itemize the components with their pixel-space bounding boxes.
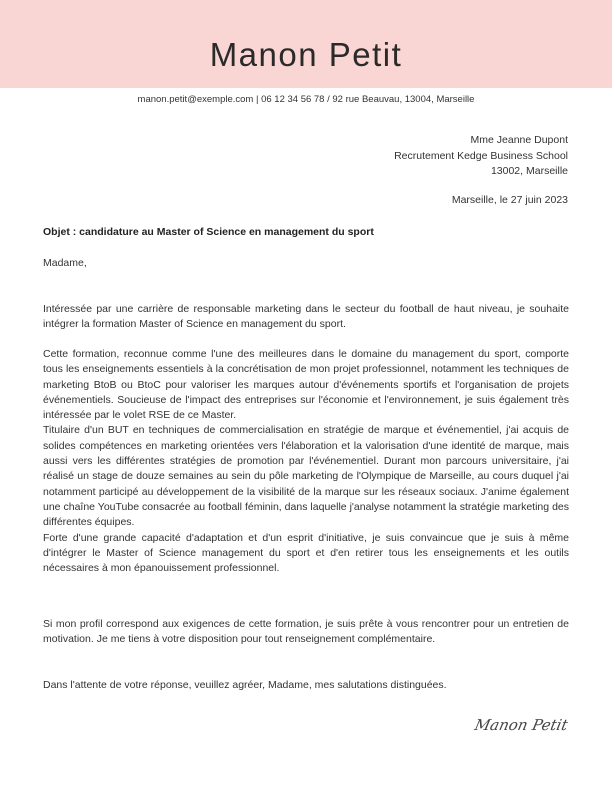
paragraph-intro: Intéressée par une carrière de responsable marketing dans le secteur du football de haut niveau, je souhaite intégrer la formation Master of Science en management du sport. [43, 303, 569, 331]
recipient-block [394, 133, 568, 180]
handwritten-signature: Manon Petit [473, 716, 570, 734]
letter-date: Marseille, le 27 juin 2023 [451, 194, 568, 206]
contact-line: manon.petit@exemple.com | 06 12 34 56 78 / 92 rue Beauvau, 13004, Marseille [137, 94, 475, 105]
closing-line: Dans l'attente de votre réponse, veuillez agréer, Madame, mes salutations distinguées. [43, 679, 447, 691]
letter-subject: Objet : candidature au Master of Science en management du sport [43, 226, 374, 238]
sender-name: Manon Petit [209, 36, 403, 73]
greeting: Madame, [43, 257, 87, 269]
recipient-organization: Recrutement Kedge Business School [394, 149, 568, 162]
recipient-city: 13002, Marseille [490, 165, 568, 177]
paragraph-formation: Cette formation, reconnue comme l'une des meilleures dans le domaine du management du sport, comporte tous les enseignements essentiels à la concrétisation de mon projet professionnel, notamment les techniques de marketing BtoB ou BtoC pour valoriser les marques autour d'événements sportifs et l'organisation de projets événementiels. Soucieuse de l'impact des entreprises sur l'économie et l'environnement, je suis également très intéressée par le volet RSE de ce Master. [43, 348, 569, 422]
recipient-name: Mme Jeanne Dupont [470, 134, 568, 146]
paragraph-experience: Titulaire d'un BUT en techniques de commercialisation en stratégie de marque et événementiel, j'ai acquis de solides compétences en marketing orientées vers l'élaboration et la valorisation d'une identité de marque, mais aussi vers les différentes stratégies de promotion par l'événementiel. Durant mon parcours universitaire, j'ai réalisé un stage de douze semaines au sein du pôle marketing de l'Olympique de Marseille, au cours duquel j'ai notamment participé au développement de la visibilité de la marque sur les réseaux sociaux. J'anime également une chaîne YouTube consacrée au football féminin, dans laquelle j'analyse notamment la stratégie marketing des différentes équipes. [43, 424, 569, 529]
paragraph-main [43, 347, 569, 576]
paragraph-qualities: Forte d'une grande capacité d'adaptation et d'un esprit d'initiative, je suis convaincue que je suis à même d'intégrer le Master of Science management du sport et d'en retirer tous les enseignements et les outils nécessaires à mon épanouissement professionnel. [43, 531, 569, 575]
paragraph-availability: Si mon profil correspond aux exigences de cette formation, je suis prête à vous rencontrer pour un entretien de motivation. Je me tiens à votre disposition pour tout renseignement complémentaire. [43, 618, 569, 646]
